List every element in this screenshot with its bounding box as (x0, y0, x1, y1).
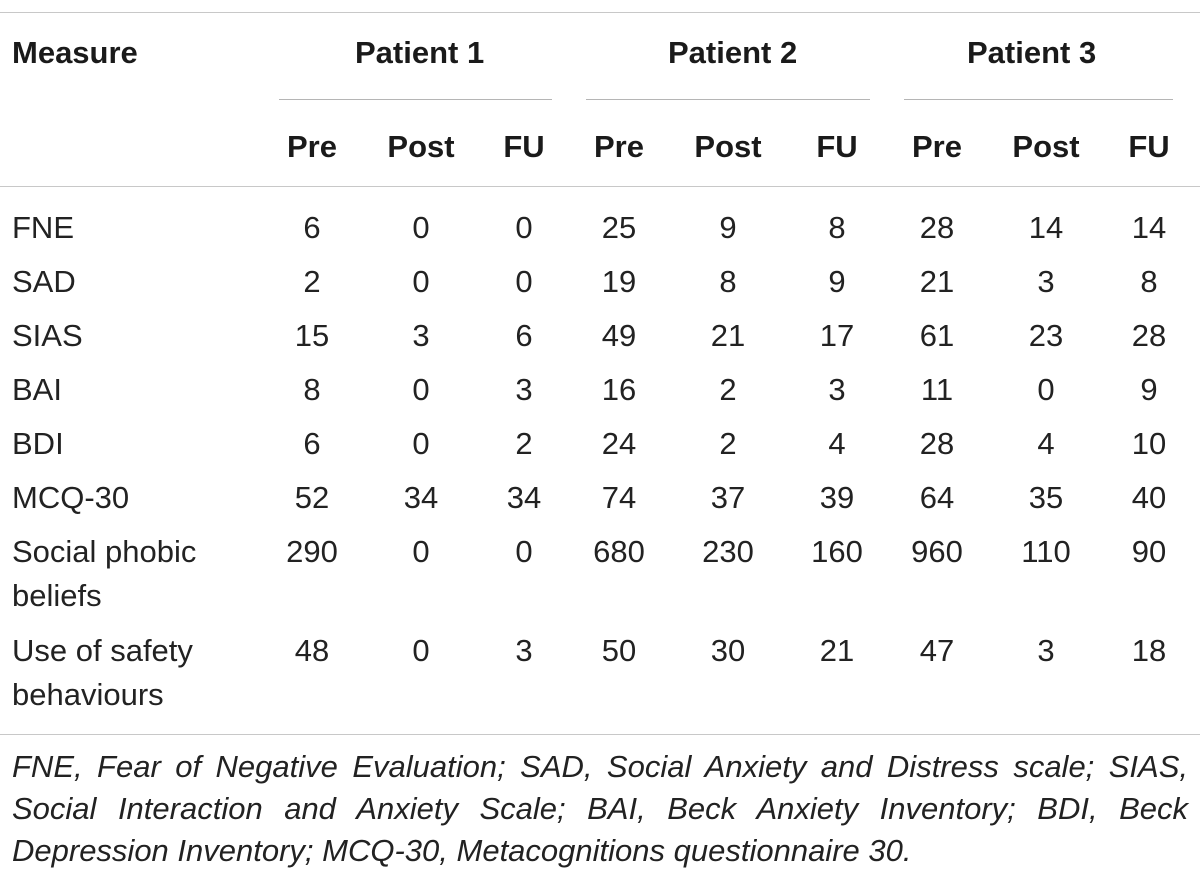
group-rule-patient-3 (904, 99, 1173, 100)
row-measure-label: BAI (12, 372, 62, 407)
table-cell: 39 (819, 480, 855, 515)
table-cell: 14 (1028, 210, 1064, 245)
row-measure-label: FNE (12, 210, 74, 245)
table-cell: 6 (515, 318, 533, 353)
table-cell: 8 (303, 372, 321, 407)
table-cell: 0 (412, 264, 430, 299)
table-cell: 4 (1037, 426, 1055, 461)
table-cell: 30 (710, 633, 746, 668)
table-cell: 9 (719, 210, 737, 245)
row-measure-label: MCQ-30 (12, 480, 130, 515)
table-cell: 21 (919, 264, 955, 299)
table-cell: 74 (601, 480, 637, 515)
group-rule-patient-2 (586, 99, 870, 100)
table-cell: 8 (1140, 264, 1158, 299)
table-cell: 230 (702, 534, 754, 569)
row-measure-label: Social phobic beliefs (12, 534, 197, 613)
table-cell: 37 (710, 480, 746, 515)
table-cell: 64 (919, 480, 955, 515)
table-cell: 8 (828, 210, 846, 245)
table-cell: 2 (515, 426, 533, 461)
table-cell: 48 (294, 633, 330, 668)
table-cell: 0 (412, 426, 430, 461)
table-cell: 680 (593, 534, 645, 569)
table-cell: 2 (719, 426, 737, 461)
table-cell: 9 (828, 264, 846, 299)
group-rule-patient-1 (279, 99, 552, 100)
table-cell: 3 (515, 372, 533, 407)
table-cell: 290 (286, 534, 338, 569)
table-cell: 19 (601, 264, 637, 299)
table-cell: 10 (1131, 426, 1167, 461)
row-measure-label: SIAS (12, 318, 83, 353)
table-cell: 28 (919, 426, 955, 461)
group-header-patient-1: Patient 1 (355, 35, 485, 70)
table-cell: 52 (294, 480, 330, 515)
table-cell: 3 (828, 372, 846, 407)
table-cell: 21 (710, 318, 746, 353)
table-cell: 34 (506, 480, 542, 515)
column-header-measure: Measure (12, 35, 138, 70)
group-header-patient-3: Patient 3 (967, 35, 1097, 70)
table-cell: 35 (1028, 480, 1064, 515)
table-cell: 23 (1028, 318, 1064, 353)
row-measure-label: Use of safety behaviours (12, 633, 193, 712)
table-cell: 3 (515, 633, 533, 668)
table-cell: 6 (303, 210, 321, 245)
table-cell: 34 (403, 480, 439, 515)
subcolumn-header: Pre (594, 129, 644, 164)
table-cell: 0 (412, 534, 430, 569)
table-cell: 110 (1021, 534, 1071, 569)
table-cell: 21 (819, 633, 855, 668)
table-cell: 15 (294, 318, 330, 353)
table-cell: 24 (601, 426, 637, 461)
table-cell: 8 (719, 264, 737, 299)
table-cell: 2 (303, 264, 321, 299)
table-cell: 2 (719, 372, 737, 407)
table-cell: 0 (515, 534, 533, 569)
table-cell: 960 (911, 534, 963, 569)
table-cell: 25 (601, 210, 637, 245)
table-cell: 61 (919, 318, 955, 353)
row-measure-label: SAD (12, 264, 76, 299)
table-bottom-rule (0, 734, 1200, 735)
subcolumn-header: Post (694, 129, 762, 164)
table-cell: 0 (515, 264, 533, 299)
table-cell: 28 (1131, 318, 1167, 353)
table-cell: 3 (1037, 633, 1055, 668)
table-cell: 0 (412, 210, 430, 245)
table-cell: 0 (1037, 372, 1055, 407)
table-cell: 18 (1131, 633, 1167, 668)
table-cell: 50 (601, 633, 637, 668)
table-top-rule (0, 12, 1200, 13)
table-footnote: FNE, Fear of Negative Evaluation; SAD, Social Anxiety and Distress scale; SIAS, Social Interaction and Anxiety Scale; BAI, Beck Anxiety Inventory; BDI, Beck Depression Inventory; MCQ-30, Metacognitions questionnaire 30. (12, 749, 1188, 868)
subcolumn-header: FU (1128, 129, 1170, 164)
row-measure-label: BDI (12, 426, 64, 461)
subcolumn-header: Post (387, 129, 455, 164)
subcolumn-header: Pre (912, 129, 962, 164)
table-cell: 6 (303, 426, 321, 461)
table-cell: 3 (1037, 264, 1055, 299)
header-bottom-rule (0, 186, 1200, 187)
table-cell: 0 (412, 372, 430, 407)
subcolumn-header: FU (816, 129, 858, 164)
table-cell: 0 (515, 210, 533, 245)
table-cell: 47 (919, 633, 955, 668)
table-cell: 3 (412, 318, 430, 353)
subcolumn-header: Post (1012, 129, 1080, 164)
subcolumn-header: FU (503, 129, 545, 164)
table-cell: 11 (920, 372, 954, 407)
table-cell: 49 (601, 318, 637, 353)
table-cell: 9 (1140, 372, 1158, 407)
table-cell: 90 (1131, 534, 1167, 569)
table-cell: 0 (412, 633, 430, 668)
table-cell: 4 (828, 426, 846, 461)
table-cell: 14 (1131, 210, 1167, 245)
table-cell: 17 (819, 318, 855, 353)
group-header-patient-2: Patient 2 (668, 35, 798, 70)
subcolumn-header: Pre (287, 129, 337, 164)
table-cell: 40 (1131, 480, 1167, 515)
table-cell: 28 (919, 210, 955, 245)
table-cell: 16 (601, 372, 637, 407)
table-cell: 160 (811, 534, 863, 569)
